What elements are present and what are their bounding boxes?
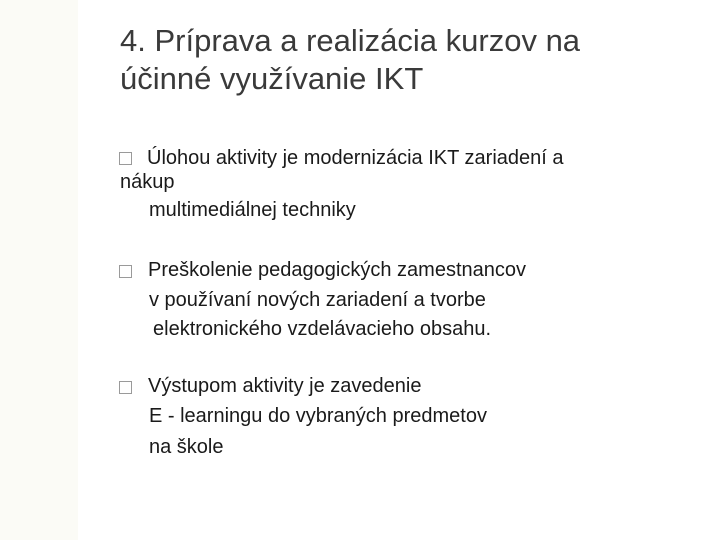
bullet-1-line-2: nákup (120, 171, 175, 193)
slide-title-line-1: 4. Príprava a realizácia kurzov na (120, 23, 581, 58)
slide-title-line-2: účinné využívanie IKT (120, 61, 424, 96)
left-decorative-band (0, 0, 78, 540)
checkbox-bullet-icon (119, 265, 132, 278)
checkbox-bullet-icon (119, 381, 132, 394)
bullet-3-line-2: E - learningu do vybraných predmetov (149, 405, 487, 427)
bullet-2-line-3: elektronického vzdelávacieho obsahu. (153, 318, 491, 340)
bullet-3-line-1: Výstupom aktivity je zavedenie (148, 375, 422, 397)
checkbox-bullet-icon (119, 152, 132, 165)
bullet-1-line-3: multimediálnej techniky (149, 199, 356, 221)
bullet-2-line-1: Preškolenie pedagogických zamestnancov (148, 259, 526, 281)
bullet-2-line-2: v používaní nových zariadení a tvorbe (149, 289, 486, 311)
bullet-1-line-1: Úlohou aktivity je modernizácia IKT zariadení a (147, 147, 564, 169)
bullet-3-line-3: na škole (149, 436, 224, 458)
slide-title (120, 22, 720, 98)
